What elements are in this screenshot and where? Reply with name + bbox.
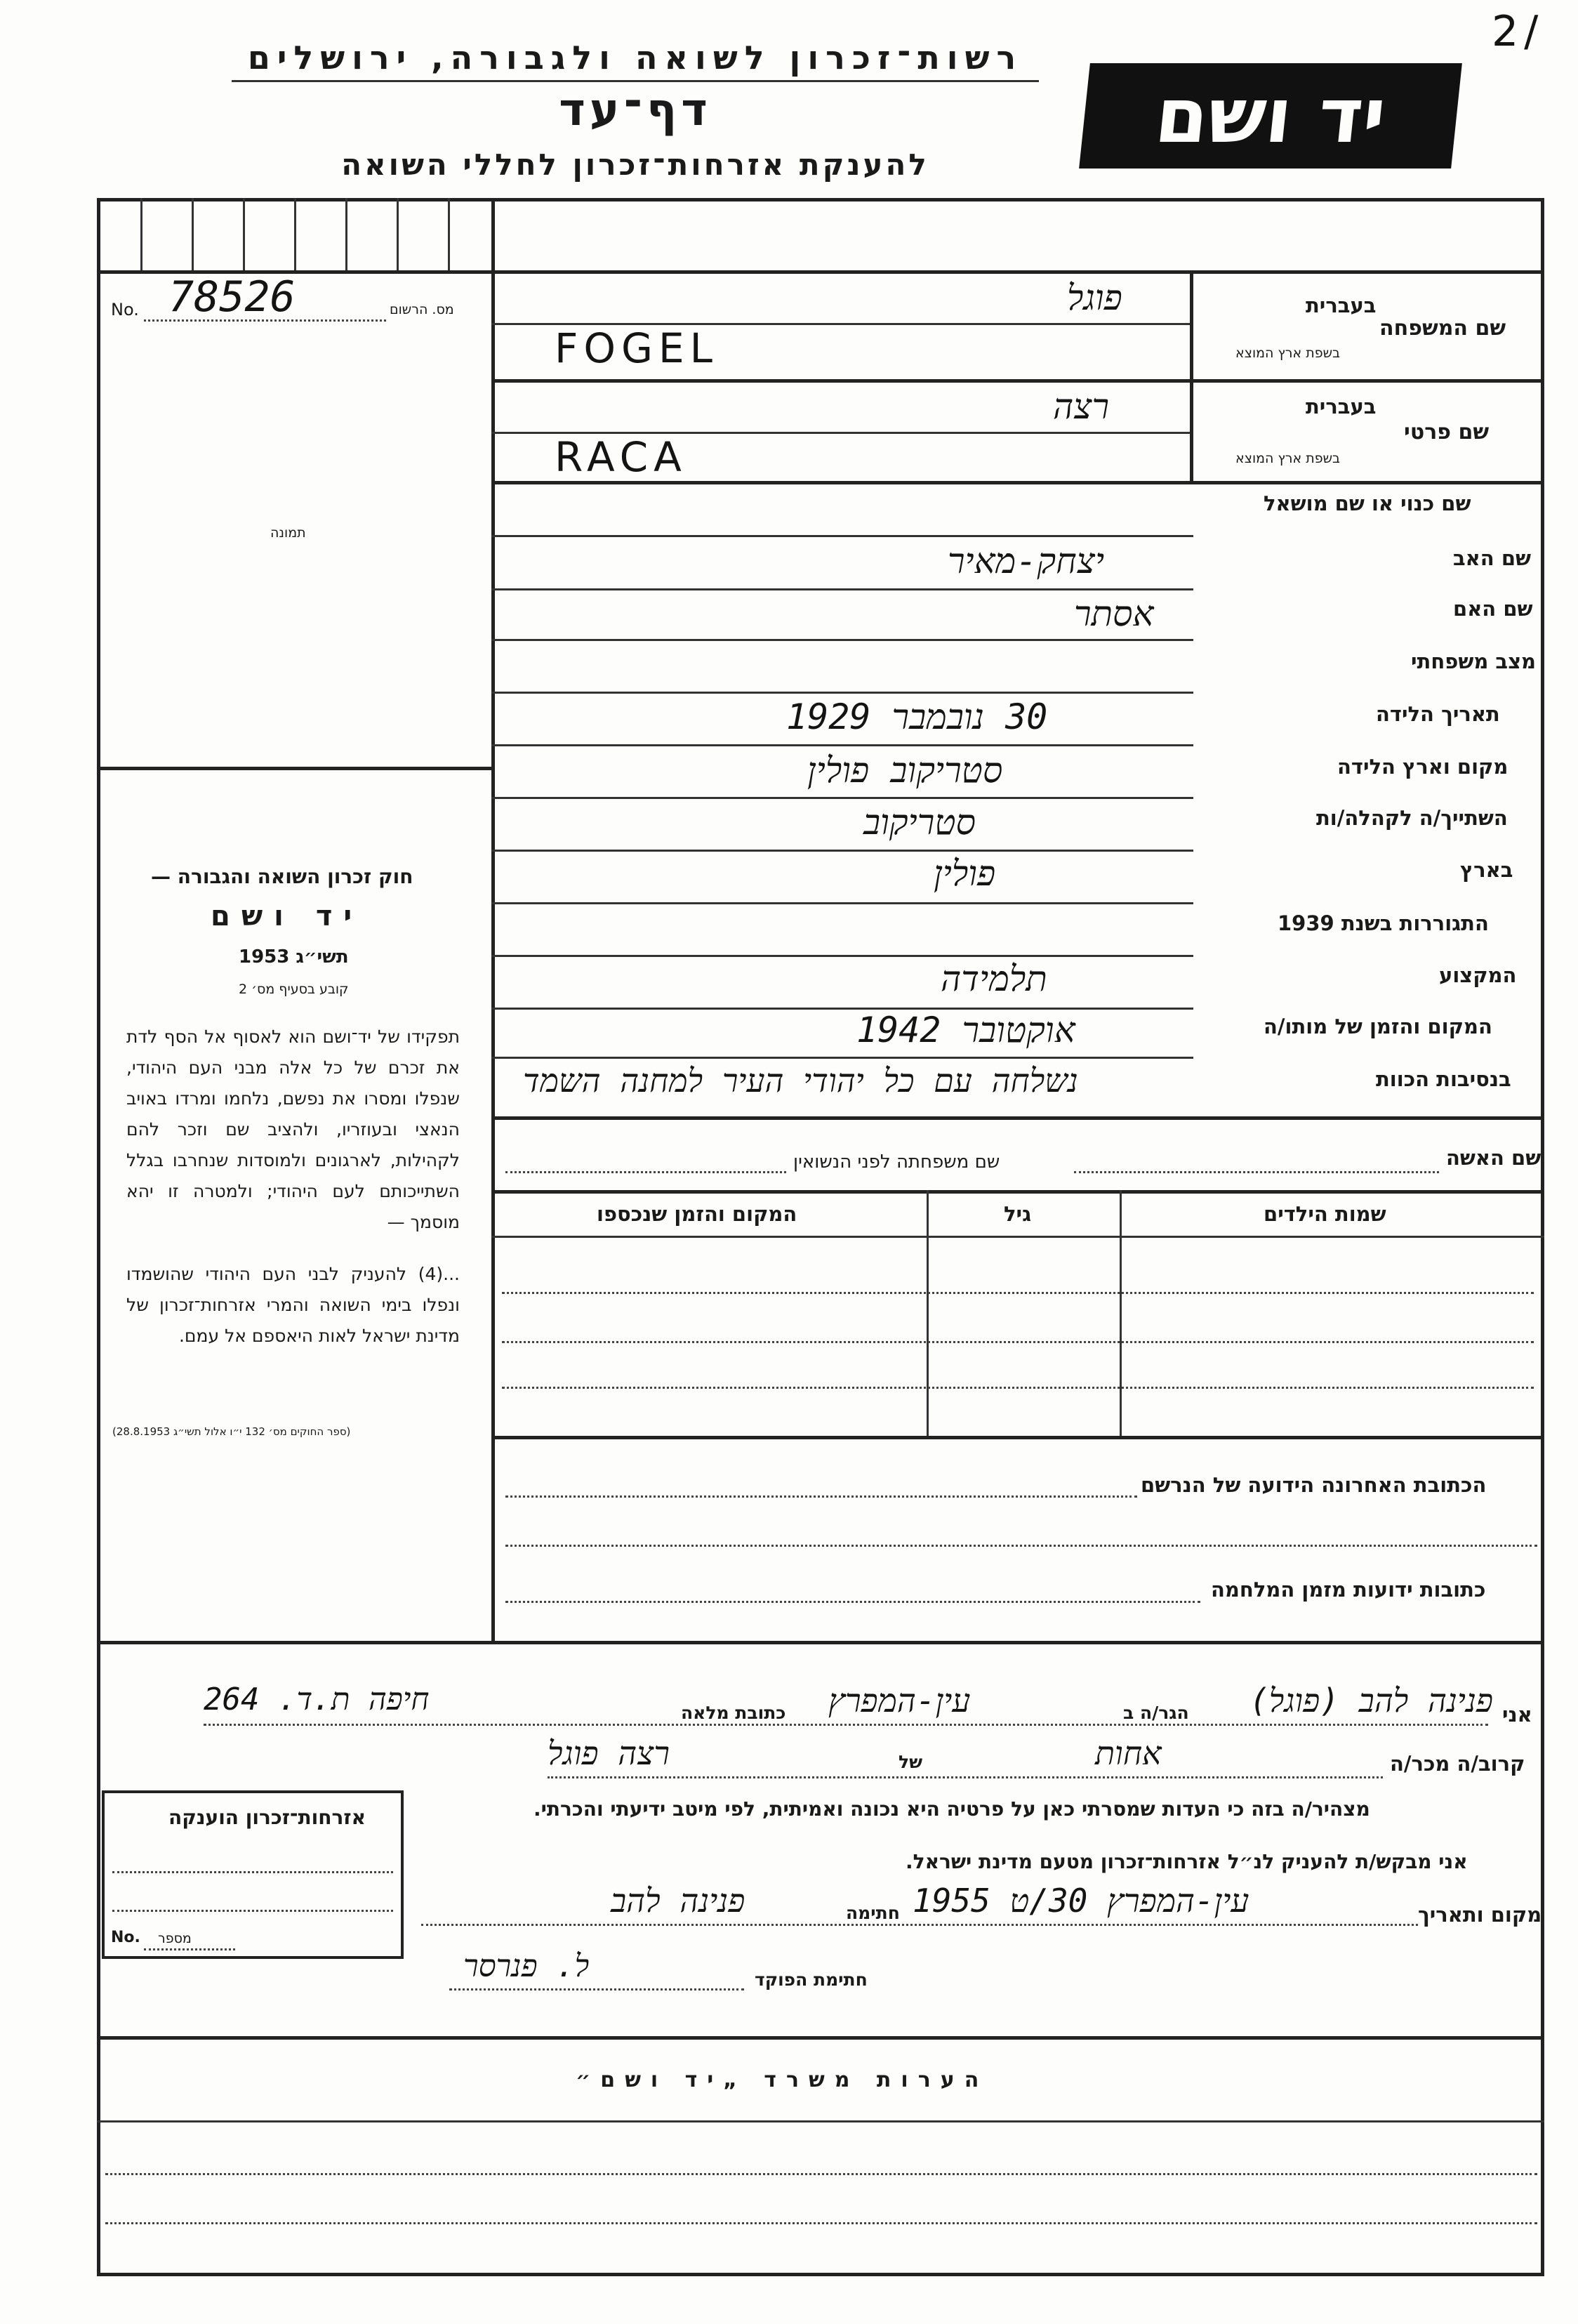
surname-label: שם המשפחה: [1379, 316, 1506, 341]
of-label: של: [899, 1752, 923, 1772]
row-line: [491, 588, 1193, 590]
address-dotline: [505, 1496, 1137, 1498]
registration-label: מס. הרשום: [390, 302, 454, 317]
death-place-label: המקום והזמן של מותו/ה: [1264, 1015, 1492, 1038]
profession-value: תלמידה: [941, 958, 1047, 999]
children-dotline: [502, 1341, 1534, 1343]
law-clause: קובע בסעיף מס׳ 2: [239, 982, 349, 997]
box-divider: [294, 198, 296, 270]
in-hebrew-label: בעברית: [1306, 293, 1377, 317]
last-address-label: הכתובת האחרונה הידועה של הנרשם: [1141, 1473, 1487, 1497]
row-line: [491, 850, 1193, 852]
birthdate-label: תאריך הלידה: [1376, 702, 1500, 726]
box-divider: [192, 198, 194, 270]
wife-label: שם האשה: [1446, 1146, 1541, 1170]
children-header-line: [491, 1236, 1544, 1238]
row-line: [491, 692, 1193, 694]
row-line: [491, 1436, 1544, 1439]
row-line: [491, 1116, 1544, 1120]
row-line: [491, 1008, 1193, 1010]
relation-value: אחות: [1095, 1734, 1162, 1772]
law-paragraph-1: תפקידו של יד־ושם הוא לאסוף אל הסף לדת את זכרם של כל אלה מבני העם היהודי, שנפלו ומסרו את נפשם, נלחמו ומרדו באויב הנאצי ובעוזריו, ולהציב שם וזכר להם לקהילות, לארגונים ולמוסדות שנחרבו בגלל השתייכותם לעם היהודי; ולמטרה זו יהא מוסמך —: [126, 1026, 460, 1232]
relation-label: קרוב/ה מכר/ה: [1390, 1752, 1525, 1776]
birthdate-value: 30 נובמבר 1929: [786, 696, 1048, 737]
country-label: בארץ: [1460, 858, 1513, 882]
full-address-label: כתובת מלאה: [681, 1703, 786, 1723]
law-citation: (ספר החוקים מס׳ 132 י״ו אלול תשי״ג 28.8.1953): [112, 1425, 351, 1438]
top-row-line: [97, 270, 1544, 274]
box-divider: [243, 198, 245, 270]
wife-dotline: [505, 1171, 786, 1173]
declaration-request: אני מבקש/ת להעניק לנ״ל אזרחות־זכרון מטעם מדינת ישראל.: [906, 1850, 1468, 1873]
row-line: [491, 481, 1544, 484]
form-title: דף־עד: [559, 84, 712, 136]
profession-label: המקצוע: [1439, 963, 1517, 987]
surname-hebrew: פוגל: [1067, 277, 1122, 318]
officer-label: חתימת הפוקד: [755, 1969, 868, 1990]
certificate-no-label: No.: [111, 1929, 140, 1946]
photo-box-bottom: [97, 767, 493, 770]
box-divider: [345, 198, 347, 270]
law-title: חוק זכרון השואה והגבורה —: [151, 865, 413, 888]
certificate-dotline: [144, 1948, 235, 1950]
signature-label: חתימה: [846, 1903, 900, 1923]
children-names-header: שמות הילדים: [1264, 1202, 1386, 1226]
row-line: [491, 902, 1193, 904]
declaration-dotline: [204, 1724, 1488, 1726]
wife-maiden-label: שם משפחתה לפני הנשואין: [793, 1151, 1000, 1173]
box-divider: [448, 198, 450, 270]
birthplace-value: סטריקוב פולין: [807, 750, 1003, 791]
community-label: השתייך/ה לקהלה/ות: [1316, 806, 1508, 830]
remarks-dotline: [105, 2222, 1537, 2224]
father-value: יצחק-מאיר: [948, 541, 1105, 581]
photo-label: תמונה: [270, 525, 306, 541]
remarks-line: [97, 2120, 1544, 2122]
first-name-label: שם פרטי: [1404, 420, 1490, 444]
in-hebrew-label-2: בעברית: [1306, 395, 1377, 418]
row-line: [491, 797, 1193, 799]
row-line: [491, 1057, 1193, 1059]
certificate-title: אזרחות־זכרון הוענקה: [168, 1806, 366, 1829]
address-dotline: [505, 1601, 1200, 1603]
declarant-name: פנינה להב (פוגל): [1249, 1682, 1494, 1719]
officer-signature: ל. פנרסר: [463, 1948, 590, 1984]
box-divider: [397, 198, 399, 270]
remarks-top-line: [97, 2036, 1544, 2040]
first-name-hebrew: רצה: [1053, 386, 1110, 427]
signature-value: פנינה להב: [611, 1882, 745, 1920]
declaration-statement: מצהיר/ה בזה כי העדות שמסרתי כאן על פרטיה היא נכונה ואמיתית, לפי מיטב ידיעתי והכרתי.: [533, 1797, 1370, 1821]
of-value: רצה פוגל: [548, 1734, 670, 1772]
birthplace-label: מקום וארץ הלידה: [1337, 755, 1509, 779]
officer-dotline: [449, 1988, 744, 1990]
place-date-value: עין-המפרץ 30/ט 1955: [913, 1882, 1249, 1920]
certificate-dotline: [112, 1871, 393, 1873]
first-name-latin: RACA: [555, 433, 687, 481]
origin-lang-label: בשפת ארץ המוצא: [1235, 345, 1341, 361]
origin-lang-label-2: בשפת ארץ המוצא: [1235, 451, 1341, 466]
country-value: פולין: [934, 853, 996, 894]
place-date-label: מקום ותאריך: [1418, 1903, 1542, 1927]
registration-no-label: No.: [111, 300, 139, 319]
children-dotline: [502, 1292, 1534, 1294]
full-address-value: חיפה ת.ד. 264: [204, 1682, 430, 1717]
children-col-divider: [927, 1190, 929, 1436]
address-dotline: [505, 1545, 1537, 1547]
declaration-dotline: [421, 1924, 1418, 1926]
declaration-top-line: [97, 1641, 1544, 1644]
remarks-dotline: [105, 2173, 1537, 2175]
header-underline: [232, 80, 1039, 82]
row-line: [491, 744, 1193, 746]
registration-dotline: [144, 319, 386, 322]
law-year: תשי״ג 1953: [239, 946, 349, 968]
war-address-label: כתובות ידועות מזמן המלחמה: [1211, 1578, 1486, 1602]
children-col-divider: [1120, 1190, 1122, 1436]
resident-label: הגר/ה ב: [1123, 1703, 1189, 1723]
circumstances-label: בנסיבות הכוות: [1376, 1067, 1511, 1091]
father-label: שם האב: [1453, 546, 1532, 570]
box-divider: [140, 198, 142, 270]
children-age-header: גיל: [1004, 1202, 1032, 1226]
children-dotline: [502, 1387, 1534, 1389]
authority-line: רשות־זכרון לשואה ולגבורה, ירושלים: [247, 39, 1023, 77]
residence-1939-label: התגוררות בשנת 1939: [1278, 911, 1489, 935]
community-value: סטריקוב: [863, 802, 976, 843]
yad-vashem-logo: יד ושם: [1079, 63, 1462, 169]
law-name: יד ושם: [211, 900, 364, 932]
form-subtitle: להענקת אזרחות־זכרון לחללי השואה: [341, 147, 929, 182]
i-label: אני: [1502, 1703, 1532, 1727]
row-line: [491, 1190, 1544, 1194]
row-line: [491, 955, 1193, 957]
remarks-title: הערות משרד „יד ושם״: [576, 2068, 989, 2092]
row-line: [491, 535, 1193, 537]
wife-dotline: [1074, 1171, 1439, 1173]
nickname-label: שם כנוי או שם מושאל: [1264, 491, 1471, 515]
mother-label: שם האם: [1453, 597, 1533, 621]
left-column-divider: [491, 198, 495, 1641]
circumstances-value: נשלחה עם כל יהודי העיר למחנה השמד: [523, 1062, 1078, 1100]
row-line: [491, 379, 1544, 383]
resident-value: עין-המפרץ: [828, 1682, 971, 1719]
declaration-dotline: [548, 1776, 1383, 1778]
children-place-header: המקום והזמן שנכספו: [597, 1202, 797, 1226]
mother-value: אסתר: [1074, 593, 1154, 634]
certificate-dotline: [112, 1910, 393, 1912]
marital-status-label: מצב משפחתי: [1411, 649, 1537, 673]
label-column-divider: [1190, 270, 1193, 481]
registration-number: 78526: [168, 272, 296, 322]
law-paragraph-2: ...(4) להעניק לבני העם היהודי שהושמדו ונפלו בימי השואה והמרי אזרחות־זכרון של מדינת ישראל לאות היאספם אל עמם.: [126, 1264, 460, 1346]
row-line: [491, 639, 1193, 641]
surname-latin: FOGEL: [555, 324, 718, 372]
certificate-number-label: מספר: [158, 1931, 192, 1946]
death-value: אוקטובר 1942: [856, 1010, 1075, 1050]
corner-mark: 2/: [1492, 7, 1544, 56]
